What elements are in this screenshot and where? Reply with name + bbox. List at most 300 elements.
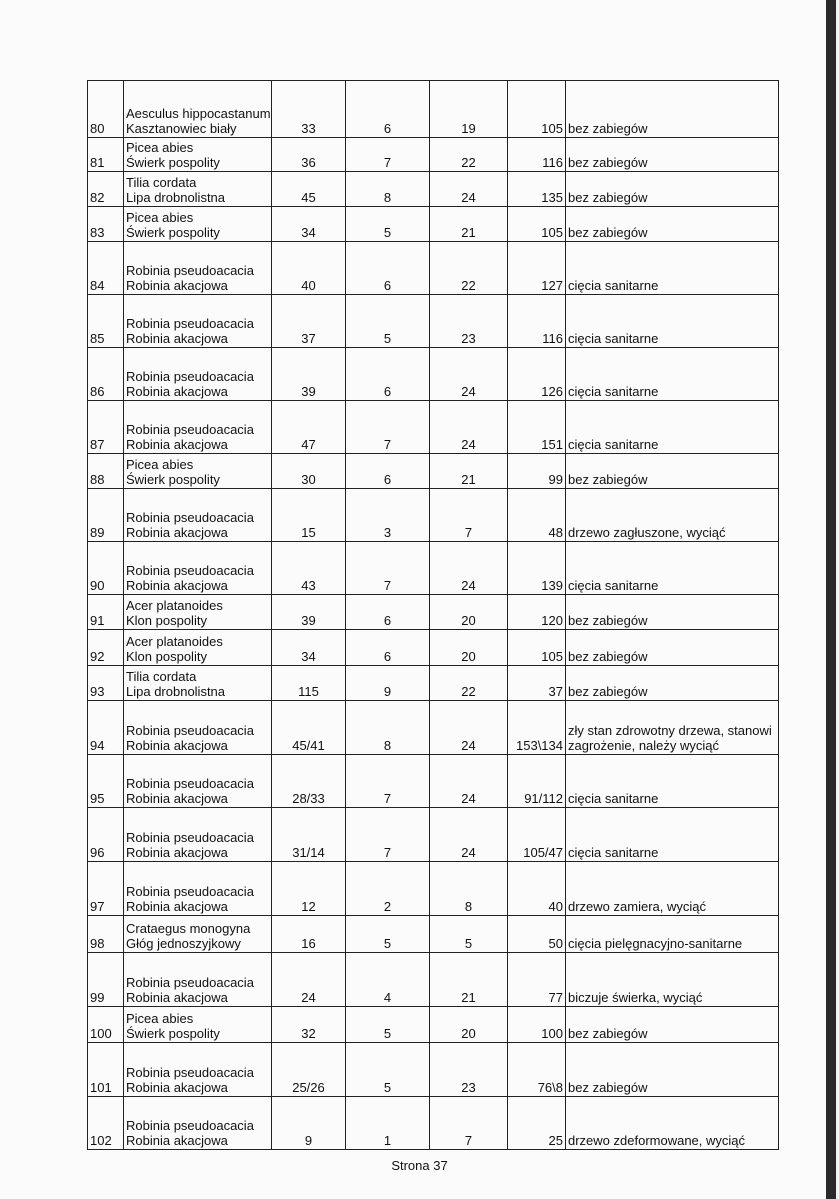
circumference-value: 120 bbox=[541, 613, 563, 628]
remarks-text: cięcia sanitarne bbox=[568, 437, 659, 452]
trunk-circumference-value: 37 bbox=[301, 331, 316, 346]
crown-value: 20 bbox=[461, 649, 476, 664]
species-latin-name: Crataegus monogyna bbox=[126, 921, 251, 936]
circumference-value: 91/112 bbox=[524, 791, 563, 806]
circumference-cell bbox=[508, 454, 566, 489]
table-row bbox=[88, 862, 779, 916]
crown-value: 24 bbox=[461, 578, 476, 593]
remarks-cell bbox=[566, 630, 779, 666]
trunk-circumference-cell bbox=[272, 701, 346, 755]
species-polish-name: Klon pospolity bbox=[126, 613, 207, 628]
species-cell bbox=[124, 630, 272, 666]
table-row bbox=[88, 454, 779, 489]
species-polish-name: Robinia akacjowa bbox=[126, 525, 228, 540]
remarks-text: biczuje świerka, wyciąć bbox=[568, 990, 703, 1005]
remarks-cell bbox=[566, 348, 779, 401]
trunk-circumference-cell bbox=[272, 1097, 346, 1150]
species-latin-name: Robinia pseudoacacia bbox=[126, 263, 254, 278]
trunk-circumference-cell bbox=[272, 348, 346, 401]
tree-number-cell bbox=[88, 295, 124, 348]
tree-number: 102 bbox=[90, 1133, 112, 1148]
height-value: 5 bbox=[383, 1026, 392, 1041]
crown-value: 22 bbox=[461, 684, 476, 699]
tree-number: 86 bbox=[90, 384, 105, 399]
remarks-text: drzewo zagłuszone, wyciąć bbox=[568, 525, 726, 540]
species-polish-name: Robinia akacjowa bbox=[126, 578, 228, 593]
species-polish-name: Robinia akacjowa bbox=[126, 845, 228, 860]
trunk-circumference-value: 28/33 bbox=[292, 791, 325, 806]
species-cell bbox=[124, 1007, 272, 1043]
remarks-cell bbox=[566, 755, 779, 808]
tree-number: 92 bbox=[90, 649, 105, 664]
remarks-text: bez zabiegów bbox=[568, 190, 648, 205]
circumference-cell bbox=[508, 489, 566, 542]
tree-number-cell bbox=[88, 81, 124, 138]
circumference-value: 25 bbox=[548, 1133, 563, 1148]
circumference-cell bbox=[508, 295, 566, 348]
remarks-cell bbox=[566, 808, 779, 862]
species-polish-name: Lipa drobnolistna bbox=[126, 190, 226, 205]
height-cell bbox=[346, 542, 430, 595]
species-latin-name: Robinia pseudoacacia bbox=[126, 1118, 254, 1133]
table-row bbox=[88, 138, 779, 172]
height-value: 9 bbox=[383, 684, 392, 699]
remarks-text: cięcia sanitarne bbox=[568, 384, 659, 399]
species-cell bbox=[124, 953, 272, 1007]
species-latin-name: Tilia cordata bbox=[126, 669, 197, 684]
species-cell bbox=[124, 295, 272, 348]
height-value: 7 bbox=[383, 791, 392, 806]
circumference-value: 126 bbox=[541, 384, 563, 399]
tree-number: 83 bbox=[90, 225, 105, 240]
trunk-circumference-cell bbox=[272, 808, 346, 862]
species-latin-name: Acer platanoides bbox=[126, 598, 223, 613]
remarks-text: cięcia sanitarne bbox=[568, 331, 659, 346]
species-latin-name: Robinia pseudoacacia bbox=[126, 884, 254, 899]
species-polish-name: Robinia akacjowa bbox=[126, 791, 228, 806]
crown-value: 20 bbox=[461, 1026, 476, 1041]
trunk-circumference-cell bbox=[272, 489, 346, 542]
crown-value: 8 bbox=[464, 899, 473, 914]
height-cell bbox=[346, 808, 430, 862]
circumference-value: 99 bbox=[548, 472, 563, 487]
trunk-circumference-cell bbox=[272, 542, 346, 595]
tree-number: 97 bbox=[90, 899, 105, 914]
trunk-circumference-cell bbox=[272, 595, 346, 630]
remarks-cell bbox=[566, 1097, 779, 1150]
tree-number: 87 bbox=[90, 437, 105, 452]
height-cell bbox=[346, 295, 430, 348]
remarks-text: bez zabiegów bbox=[568, 155, 648, 170]
trunk-circumference-value: 33 bbox=[301, 121, 316, 136]
table-row bbox=[88, 755, 779, 808]
table-row bbox=[88, 630, 779, 666]
tree-number: 101 bbox=[90, 1080, 112, 1095]
trunk-circumference-value: 16 bbox=[301, 936, 316, 951]
crown-cell bbox=[430, 81, 508, 138]
crown-value: 24 bbox=[461, 437, 476, 452]
height-cell bbox=[346, 666, 430, 701]
remarks-cell bbox=[566, 138, 779, 172]
table-row bbox=[88, 666, 779, 701]
species-polish-name: Robinia akacjowa bbox=[126, 1080, 228, 1095]
trunk-circumference-value: 45 bbox=[301, 190, 316, 205]
table-row bbox=[88, 242, 779, 295]
remarks-cell bbox=[566, 1007, 779, 1043]
species-polish-name: Świerk pospolity bbox=[126, 1026, 220, 1041]
crown-cell bbox=[430, 138, 508, 172]
table-row bbox=[88, 808, 779, 862]
circumference-cell bbox=[508, 862, 566, 916]
circumference-cell bbox=[508, 1097, 566, 1150]
height-value: 5 bbox=[383, 936, 392, 951]
crown-cell bbox=[430, 348, 508, 401]
remarks-text: bez zabiegów bbox=[568, 613, 648, 628]
trunk-circumference-value: 34 bbox=[301, 649, 316, 664]
circumference-cell bbox=[508, 1007, 566, 1043]
table-row bbox=[88, 81, 779, 138]
crown-value: 7 bbox=[464, 525, 473, 540]
tree-number-cell bbox=[88, 401, 124, 454]
species-cell bbox=[124, 138, 272, 172]
crown-value: 24 bbox=[461, 384, 476, 399]
crown-value: 21 bbox=[461, 472, 476, 487]
species-polish-name: Klon pospolity bbox=[126, 649, 207, 664]
crown-cell bbox=[430, 630, 508, 666]
species-latin-name: Robinia pseudoacacia bbox=[126, 975, 254, 990]
table-row bbox=[88, 542, 779, 595]
trunk-circumference-cell bbox=[272, 755, 346, 808]
species-cell bbox=[124, 81, 272, 138]
tree-number-cell bbox=[88, 862, 124, 916]
tree-number: 89 bbox=[90, 525, 105, 540]
species-cell bbox=[124, 862, 272, 916]
trunk-circumference-cell bbox=[272, 666, 346, 701]
tree-number: 90 bbox=[90, 578, 105, 593]
height-value: 6 bbox=[383, 649, 392, 664]
species-latin-name: Robinia pseudoacacia bbox=[126, 1065, 254, 1080]
tree-number-cell bbox=[88, 630, 124, 666]
species-latin-name: Picea abies bbox=[126, 210, 194, 225]
species-latin-name: Picea abies bbox=[126, 457, 194, 472]
remarks-cell bbox=[566, 401, 779, 454]
species-latin-name: Robinia pseudoacacia bbox=[126, 830, 254, 845]
table-row bbox=[88, 701, 779, 755]
tree-number: 88 bbox=[90, 472, 105, 487]
crown-cell bbox=[430, 862, 508, 916]
tree-number-cell bbox=[88, 207, 124, 242]
remarks-cell bbox=[566, 862, 779, 916]
table-row bbox=[88, 595, 779, 630]
remarks-text: cięcia sanitarne bbox=[568, 791, 659, 806]
tree-number-cell bbox=[88, 138, 124, 172]
height-cell bbox=[346, 630, 430, 666]
trunk-circumference-value: 36 bbox=[301, 155, 316, 170]
circumference-cell bbox=[508, 666, 566, 701]
species-cell bbox=[124, 701, 272, 755]
height-cell bbox=[346, 81, 430, 138]
height-value: 7 bbox=[383, 155, 392, 170]
species-latin-name: Robinia pseudoacacia bbox=[126, 776, 254, 791]
trunk-circumference-value: 45/41 bbox=[292, 738, 325, 753]
tree-number: 95 bbox=[90, 791, 105, 806]
height-cell bbox=[346, 242, 430, 295]
species-cell bbox=[124, 1043, 272, 1097]
circumference-value: 105 bbox=[541, 649, 563, 664]
species-cell bbox=[124, 666, 272, 701]
tree-number: 94 bbox=[90, 738, 105, 753]
species-polish-name: Lipa drobnolistna bbox=[126, 684, 226, 699]
trunk-circumference-value: 30 bbox=[301, 472, 316, 487]
circumference-cell bbox=[508, 953, 566, 1007]
crown-cell bbox=[430, 595, 508, 630]
trunk-circumference-cell bbox=[272, 1043, 346, 1097]
tree-number: 93 bbox=[90, 684, 105, 699]
circumference-value: 76\8 bbox=[537, 1080, 563, 1095]
circumference-value: 127 bbox=[541, 278, 563, 293]
circumference-value: 139 bbox=[541, 578, 563, 593]
circumference-cell bbox=[508, 172, 566, 207]
crown-cell bbox=[430, 1007, 508, 1043]
trunk-circumference-value: 47 bbox=[301, 437, 316, 452]
tree-number-cell bbox=[88, 953, 124, 1007]
circumference-value: 37 bbox=[548, 684, 563, 699]
species-polish-name: Świerk pospolity bbox=[126, 155, 220, 170]
tree-inventory-table bbox=[87, 80, 779, 1150]
height-value: 7 bbox=[383, 845, 392, 860]
height-cell bbox=[346, 595, 430, 630]
species-cell bbox=[124, 808, 272, 862]
species-cell bbox=[124, 542, 272, 595]
trunk-circumference-value: 40 bbox=[301, 278, 316, 293]
tree-number: 100 bbox=[90, 1026, 112, 1041]
trunk-circumference-cell bbox=[272, 630, 346, 666]
crown-value: 24 bbox=[461, 738, 476, 753]
circumference-value: 153\134 bbox=[516, 738, 563, 753]
species-latin-name: Robinia pseudoacacia bbox=[126, 510, 254, 525]
circumference-value: 77 bbox=[548, 990, 563, 1005]
tree-number: 82 bbox=[90, 190, 105, 205]
trunk-circumference-value: 25/26 bbox=[292, 1080, 325, 1095]
trunk-circumference-cell bbox=[272, 138, 346, 172]
trunk-circumference-value: 15 bbox=[301, 525, 316, 540]
crown-cell bbox=[430, 701, 508, 755]
species-cell bbox=[124, 1097, 272, 1150]
tree-number-cell bbox=[88, 172, 124, 207]
species-latin-name: Acer platanoides bbox=[126, 634, 223, 649]
remarks-text: bez zabiegów bbox=[568, 472, 648, 487]
remarks-cell bbox=[566, 207, 779, 242]
height-value: 1 bbox=[383, 1133, 392, 1148]
remarks-cell bbox=[566, 953, 779, 1007]
species-polish-name: Robinia akacjowa bbox=[126, 990, 228, 1005]
crown-cell bbox=[430, 207, 508, 242]
trunk-circumference-cell bbox=[272, 953, 346, 1007]
crown-cell bbox=[430, 542, 508, 595]
species-latin-name: Robinia pseudoacacia bbox=[126, 422, 254, 437]
height-value: 7 bbox=[383, 437, 392, 452]
height-cell bbox=[346, 862, 430, 916]
crown-cell bbox=[430, 808, 508, 862]
tree-number-cell bbox=[88, 348, 124, 401]
height-cell bbox=[346, 1097, 430, 1150]
circumference-cell bbox=[508, 138, 566, 172]
height-value: 8 bbox=[383, 190, 392, 205]
circumference-value: 105 bbox=[541, 121, 563, 136]
species-latin-name: Picea abies bbox=[126, 1011, 194, 1026]
page-number: Strona 37 bbox=[391, 1158, 448, 1173]
table-row bbox=[88, 172, 779, 207]
table-row bbox=[88, 1043, 779, 1097]
remarks-text: bez zabiegów bbox=[568, 225, 648, 240]
circumference-value: 105 bbox=[541, 225, 563, 240]
circumference-value: 40 bbox=[548, 899, 563, 914]
remarks-text: drzewo zamiera, wyciąć bbox=[568, 899, 706, 914]
trunk-circumference-value: 39 bbox=[301, 613, 316, 628]
trunk-circumference-value: 24 bbox=[301, 990, 316, 1005]
tree-number: 84 bbox=[90, 278, 105, 293]
crown-cell bbox=[430, 916, 508, 953]
trunk-circumference-cell bbox=[272, 207, 346, 242]
species-cell bbox=[124, 454, 272, 489]
tree-number: 81 bbox=[90, 155, 105, 170]
remarks-text: bez zabiegów bbox=[568, 121, 648, 136]
trunk-circumference-cell bbox=[272, 401, 346, 454]
species-latin-name: Picea abies bbox=[126, 140, 194, 155]
height-value: 6 bbox=[383, 121, 392, 136]
circumference-cell bbox=[508, 81, 566, 138]
circumference-value: 135 bbox=[541, 190, 563, 205]
crown-cell bbox=[430, 1043, 508, 1097]
species-latin-name: Aesculus hippocastanum bbox=[126, 106, 271, 121]
circumference-value: 105/47 bbox=[523, 845, 563, 860]
trunk-circumference-value: 31/14 bbox=[292, 845, 325, 860]
species-cell bbox=[124, 172, 272, 207]
species-latin-name: Robinia pseudoacacia bbox=[126, 316, 254, 331]
crown-value: 24 bbox=[461, 190, 476, 205]
height-cell bbox=[346, 454, 430, 489]
trunk-circumference-cell bbox=[272, 916, 346, 953]
circumference-cell bbox=[508, 401, 566, 454]
crown-value: 23 bbox=[461, 1080, 476, 1095]
crown-value: 23 bbox=[461, 331, 476, 346]
species-cell bbox=[124, 755, 272, 808]
height-value: 3 bbox=[383, 525, 392, 540]
crown-cell bbox=[430, 755, 508, 808]
tree-number-cell bbox=[88, 808, 124, 862]
remarks-text: bez zabiegów bbox=[568, 1080, 648, 1095]
tree-number-cell bbox=[88, 1097, 124, 1150]
circumference-cell bbox=[508, 542, 566, 595]
circumference-value: 116 bbox=[542, 155, 563, 170]
height-cell bbox=[346, 1007, 430, 1043]
remarks-text: bez zabiegów bbox=[568, 649, 648, 664]
remarks-cell bbox=[566, 542, 779, 595]
trunk-circumference-cell bbox=[272, 295, 346, 348]
tree-number: 99 bbox=[90, 990, 105, 1005]
table-row bbox=[88, 953, 779, 1007]
height-value: 4 bbox=[383, 990, 392, 1005]
crown-cell bbox=[430, 295, 508, 348]
remarks-cell bbox=[566, 666, 779, 701]
tree-number-cell bbox=[88, 595, 124, 630]
circumference-value: 50 bbox=[548, 936, 563, 951]
tree-number: 96 bbox=[90, 845, 105, 860]
height-value: 7 bbox=[383, 578, 392, 593]
crown-value: 19 bbox=[461, 121, 476, 136]
circumference-value: 100 bbox=[541, 1026, 563, 1041]
table-row bbox=[88, 295, 779, 348]
circumference-cell bbox=[508, 701, 566, 755]
remarks-cell bbox=[566, 81, 779, 138]
height-value: 5 bbox=[383, 331, 392, 346]
height-value: 6 bbox=[383, 472, 392, 487]
crown-cell bbox=[430, 666, 508, 701]
trunk-circumference-cell bbox=[272, 862, 346, 916]
table-row bbox=[88, 489, 779, 542]
remarks-text: cięcia sanitarne bbox=[568, 845, 659, 860]
crown-cell bbox=[430, 454, 508, 489]
circumference-cell bbox=[508, 207, 566, 242]
species-cell bbox=[124, 916, 272, 953]
crown-value: 21 bbox=[461, 990, 476, 1005]
crown-value: 22 bbox=[461, 278, 476, 293]
circumference-cell bbox=[508, 630, 566, 666]
remarks-cell bbox=[566, 701, 779, 755]
tree-number: 91 bbox=[90, 613, 105, 628]
crown-value: 22 bbox=[461, 155, 476, 170]
tree-number-cell bbox=[88, 755, 124, 808]
remarks-cell bbox=[566, 916, 779, 953]
height-value: 6 bbox=[383, 278, 392, 293]
species-polish-name: Świerk pospolity bbox=[126, 472, 220, 487]
crown-cell bbox=[430, 401, 508, 454]
height-cell bbox=[346, 401, 430, 454]
trunk-circumference-value: 43 bbox=[301, 578, 316, 593]
tree-number-cell bbox=[88, 916, 124, 953]
crown-value: 7 bbox=[464, 1133, 473, 1148]
height-cell bbox=[346, 172, 430, 207]
height-value: 5 bbox=[383, 225, 392, 240]
crown-cell bbox=[430, 489, 508, 542]
trunk-circumference-cell bbox=[272, 81, 346, 138]
crown-cell bbox=[430, 172, 508, 207]
circumference-cell bbox=[508, 755, 566, 808]
remarks-text: bez zabiegów bbox=[568, 1026, 648, 1041]
circumference-cell bbox=[508, 242, 566, 295]
trunk-circumference-cell bbox=[272, 242, 346, 295]
species-cell bbox=[124, 348, 272, 401]
species-polish-name: Robinia akacjowa bbox=[126, 384, 228, 399]
height-cell bbox=[346, 348, 430, 401]
species-latin-name: Robinia pseudoacacia bbox=[126, 723, 254, 738]
circumference-cell bbox=[508, 595, 566, 630]
trunk-circumference-value: 9 bbox=[304, 1133, 313, 1148]
tree-number-cell bbox=[88, 489, 124, 542]
height-cell bbox=[346, 489, 430, 542]
table-row bbox=[88, 207, 779, 242]
table-row bbox=[88, 348, 779, 401]
species-polish-name: Świerk pospolity bbox=[126, 225, 220, 240]
remarks-cell bbox=[566, 595, 779, 630]
tree-number-cell bbox=[88, 242, 124, 295]
remarks-text: cięcia sanitarne bbox=[568, 578, 659, 593]
table-row bbox=[88, 1097, 779, 1150]
height-cell bbox=[346, 1043, 430, 1097]
circumference-value: 151 bbox=[541, 437, 563, 452]
species-cell bbox=[124, 242, 272, 295]
trunk-circumference-value: 12 bbox=[301, 899, 316, 914]
